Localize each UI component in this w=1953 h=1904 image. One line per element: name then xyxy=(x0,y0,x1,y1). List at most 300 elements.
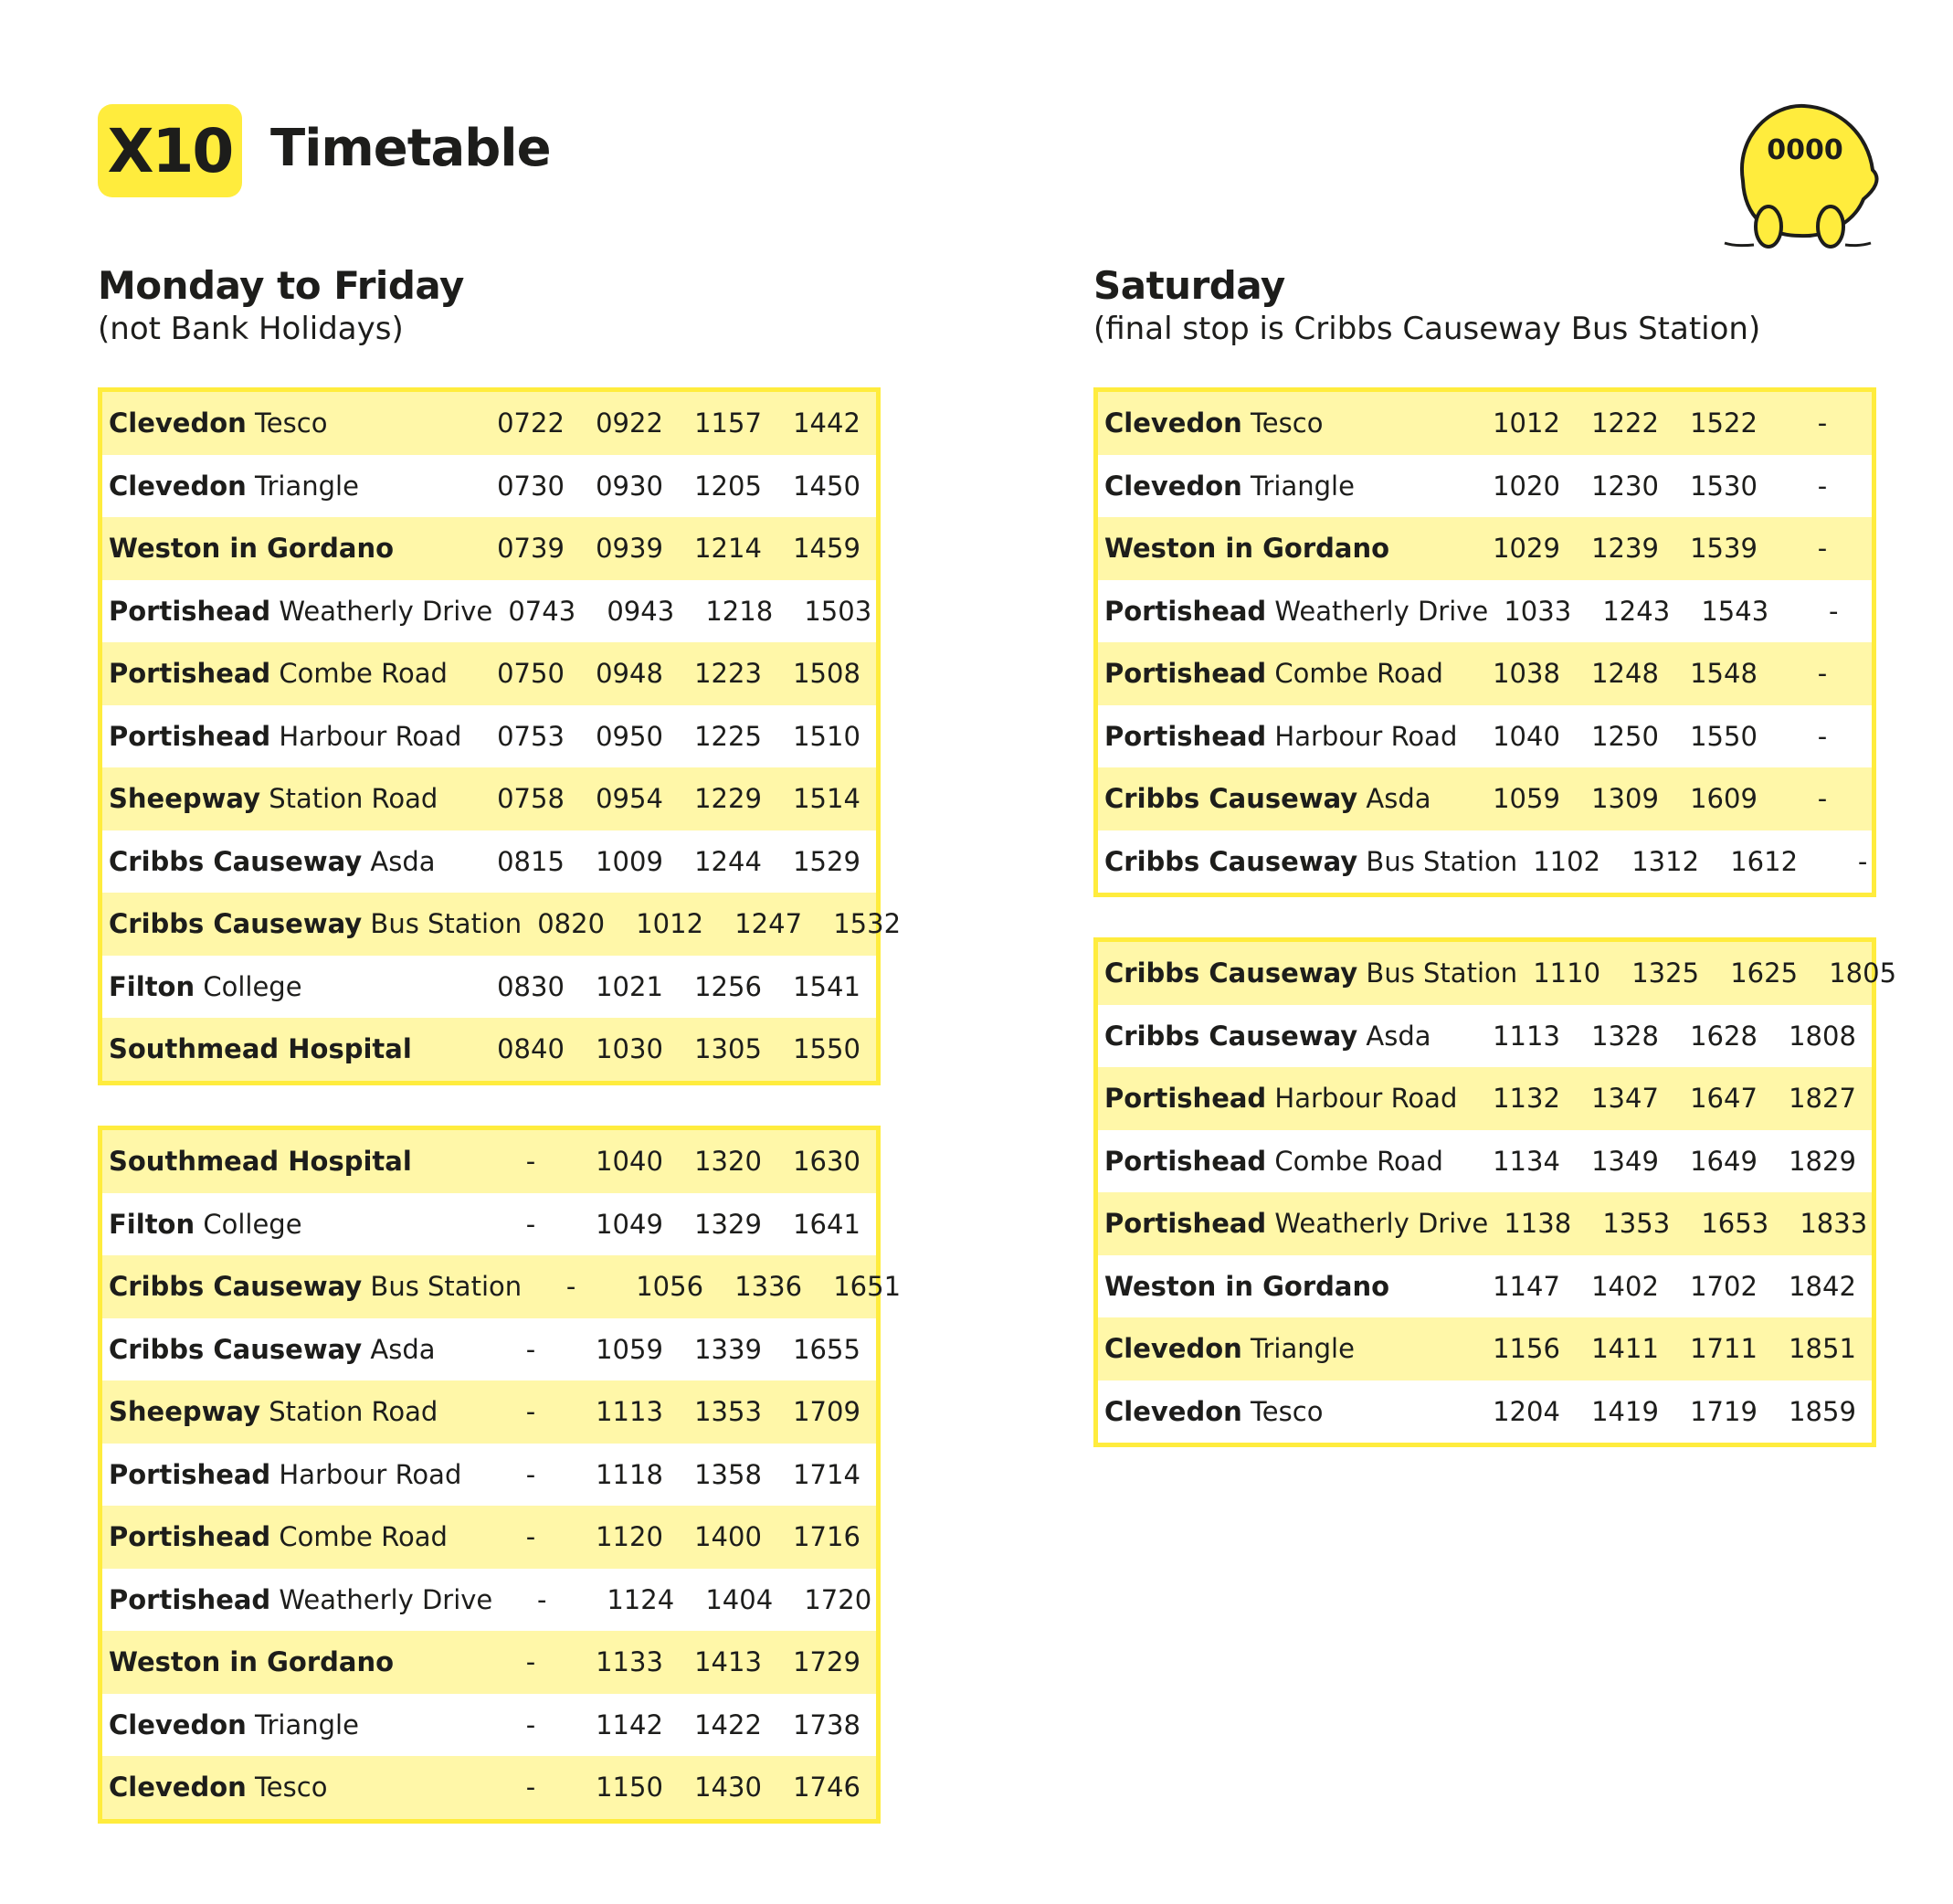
stop-place: Combe Road xyxy=(1266,658,1443,690)
departure-time: 1548 xyxy=(1690,658,1758,690)
stop-place: Asda xyxy=(362,845,436,877)
departure-times xyxy=(481,658,876,689)
departure-times xyxy=(1488,1208,1883,1239)
departure-time: 1243 xyxy=(1602,595,1671,627)
table-row xyxy=(102,956,876,1019)
departure-time: 1229 xyxy=(694,783,762,815)
stop-name xyxy=(1098,407,1323,439)
stop-town: Clevedon xyxy=(1104,1333,1242,1365)
departure-time: 1118 xyxy=(596,1458,663,1490)
stop-place: Weatherly Drive xyxy=(1266,1208,1489,1240)
departure-time: 1049 xyxy=(596,1208,663,1240)
stop-place: Tesco xyxy=(1241,407,1324,439)
stop-name xyxy=(102,1459,461,1490)
departure-time: - xyxy=(525,1458,536,1490)
stop-name xyxy=(1098,471,1355,502)
departure-times xyxy=(1477,658,1872,689)
table-row xyxy=(1098,1317,1872,1380)
departure-time: 1138 xyxy=(1504,1208,1572,1240)
departure-times xyxy=(1477,1333,1872,1364)
departure-time: 1422 xyxy=(694,1708,762,1740)
departure-time: 1522 xyxy=(1690,407,1758,439)
departure-time: 1539 xyxy=(1690,533,1758,565)
stop-place: Triangle xyxy=(246,470,359,502)
stop-town: Southmead Hospital xyxy=(109,1146,412,1178)
stop-town: Clevedon xyxy=(109,407,247,439)
departure-time: 1827 xyxy=(1789,1083,1856,1115)
departure-time: - xyxy=(1817,658,1828,690)
departure-time: 1223 xyxy=(694,658,762,690)
departure-time: 1040 xyxy=(596,1146,663,1178)
stop-town: Portishead xyxy=(109,595,271,627)
departure-time: 1021 xyxy=(596,970,663,1002)
stop-place: College xyxy=(195,970,302,1002)
stop-town: Filton xyxy=(109,970,195,1002)
stop-place: Harbour Road xyxy=(1266,1083,1458,1115)
departure-times xyxy=(1517,846,1912,877)
table-row xyxy=(1098,705,1872,768)
departure-time: 1214 xyxy=(694,533,762,565)
table-row xyxy=(1098,392,1872,455)
departure-time: 0743 xyxy=(508,595,576,627)
departure-time: 1353 xyxy=(1602,1208,1671,1240)
table-row xyxy=(1098,830,1872,894)
weekday-return-table xyxy=(98,1126,902,1824)
departure-time: - xyxy=(1829,595,1839,627)
table-row xyxy=(1098,642,1872,705)
departure-time: 1653 xyxy=(1701,1208,1769,1240)
departure-time: 0758 xyxy=(497,783,565,815)
stop-town: Portishead xyxy=(1104,658,1267,690)
stop-place: Asda xyxy=(362,1333,436,1365)
departure-time: 1325 xyxy=(1631,957,1700,989)
table-row xyxy=(1098,455,1872,518)
departure-time: 1134 xyxy=(1493,1145,1560,1177)
departure-time: 1851 xyxy=(1789,1333,1856,1365)
departure-time: 1411 xyxy=(1591,1333,1659,1365)
weekday-outbound-table xyxy=(98,387,902,1085)
stop-town: Portishead xyxy=(1104,1145,1267,1177)
departure-times xyxy=(481,1209,876,1240)
departure-time: 1133 xyxy=(596,1646,663,1678)
departure-time: 1630 xyxy=(793,1146,860,1178)
stop-place: Asda xyxy=(1357,783,1431,815)
departure-time: - xyxy=(525,1208,536,1240)
departure-time: 1609 xyxy=(1690,783,1758,815)
departure-times xyxy=(481,1334,876,1365)
stop-place: Triangle xyxy=(246,1708,359,1740)
stop-town: Sheepway xyxy=(109,1396,260,1428)
stop-name xyxy=(102,658,448,689)
departure-time: 1124 xyxy=(607,1583,675,1615)
departure-time: 1204 xyxy=(1493,1395,1560,1427)
stop-name xyxy=(102,1334,436,1365)
departure-time: 1612 xyxy=(1730,845,1799,877)
departure-time: 1312 xyxy=(1631,845,1700,877)
departure-time: 0750 xyxy=(497,658,565,690)
departure-time: 1222 xyxy=(1591,407,1659,439)
departure-time: 1009 xyxy=(596,845,663,877)
departure-time: 1729 xyxy=(793,1646,860,1678)
departure-time: - xyxy=(1817,783,1828,815)
stop-place: Harbour Road xyxy=(270,1458,462,1490)
departure-time: 1419 xyxy=(1591,1395,1659,1427)
stop-town: Cribbs Causeway xyxy=(1104,1020,1358,1052)
departure-time: 1711 xyxy=(1690,1333,1758,1365)
stop-name xyxy=(1098,1333,1355,1364)
table-row xyxy=(102,1380,876,1444)
saturday-heading xyxy=(1093,263,1760,349)
table-row xyxy=(1098,942,1897,1005)
stop-name xyxy=(102,1772,327,1803)
departure-time: 1218 xyxy=(705,595,774,627)
departure-time: 0722 xyxy=(497,407,565,439)
stop-name xyxy=(102,533,394,564)
departure-times xyxy=(1477,783,1872,814)
departure-time: 1020 xyxy=(1493,470,1560,502)
stop-town: Cribbs Causeway xyxy=(109,845,363,877)
departure-time: 1532 xyxy=(833,908,902,940)
stop-place: Triangle xyxy=(1241,1333,1355,1365)
departure-time: 0739 xyxy=(497,533,565,565)
weekday-subtitle: (not Bank Holidays) xyxy=(98,311,404,347)
departure-time: 0943 xyxy=(607,595,675,627)
departure-time: 1829 xyxy=(1789,1145,1856,1177)
stop-name xyxy=(1098,1208,1488,1239)
departure-time: 1205 xyxy=(694,470,762,502)
departure-time: 0954 xyxy=(596,783,663,815)
stop-name xyxy=(102,1209,302,1240)
departure-time: - xyxy=(525,1772,536,1804)
departure-time: 0820 xyxy=(537,908,606,940)
stop-town: Filton xyxy=(109,1208,195,1240)
departure-times xyxy=(481,1709,876,1740)
departure-time: 1120 xyxy=(596,1521,663,1553)
table-row xyxy=(102,1569,876,1632)
table-row xyxy=(1098,1192,1872,1255)
stop-town: Weston in Gordano xyxy=(109,1646,395,1678)
table-row xyxy=(102,392,876,455)
departure-times xyxy=(492,1584,887,1615)
departure-time: 1738 xyxy=(793,1708,860,1740)
departure-times xyxy=(1477,533,1872,564)
table-row xyxy=(102,893,902,956)
departure-times xyxy=(1477,1146,1872,1177)
departure-time: 1842 xyxy=(1789,1270,1856,1302)
table-row xyxy=(1098,1255,1872,1318)
departure-time: 1150 xyxy=(596,1772,663,1804)
departure-time: 1510 xyxy=(793,720,860,752)
departure-time: 1404 xyxy=(705,1583,774,1615)
stop-name xyxy=(1098,721,1457,752)
departure-time: 1347 xyxy=(1591,1083,1659,1115)
stop-place: Bus Station xyxy=(362,908,523,940)
departure-time: 1529 xyxy=(793,845,860,877)
departure-time: - xyxy=(1817,470,1828,502)
departure-times xyxy=(522,1271,916,1302)
stop-name xyxy=(102,596,492,627)
departure-time: 1305 xyxy=(694,1033,762,1065)
departure-time: 1550 xyxy=(793,1033,860,1065)
departure-time: 1400 xyxy=(694,1521,762,1553)
departure-time: - xyxy=(1817,533,1828,565)
departure-time: 1720 xyxy=(804,1583,872,1615)
table-row xyxy=(102,1506,876,1569)
departure-time: 1033 xyxy=(1504,595,1572,627)
departure-times xyxy=(481,1521,876,1552)
stop-name xyxy=(1098,1271,1389,1302)
departure-time: 1746 xyxy=(793,1772,860,1804)
table-row xyxy=(1098,1067,1872,1130)
departure-time: 1430 xyxy=(694,1772,762,1804)
departure-time: 1110 xyxy=(1533,957,1601,989)
stop-place: Station Road xyxy=(260,1396,438,1428)
stop-name xyxy=(102,1271,522,1302)
departure-time: - xyxy=(525,1521,536,1553)
stop-place: Asda xyxy=(1357,1020,1431,1052)
departure-time: 1059 xyxy=(1493,783,1560,815)
stop-name xyxy=(1098,1021,1431,1052)
departure-times xyxy=(1477,721,1872,752)
departure-time: 1541 xyxy=(793,970,860,1002)
departure-times xyxy=(1477,471,1872,502)
saturday-outbound-table xyxy=(1093,387,1876,897)
departure-time: - xyxy=(525,1708,536,1740)
departure-time: 1248 xyxy=(1591,658,1659,690)
stop-place: Combe Road xyxy=(270,658,448,690)
departure-time: 1649 xyxy=(1690,1145,1758,1177)
departure-time: 1132 xyxy=(1493,1083,1560,1115)
stop-name xyxy=(102,846,436,877)
stop-place: Harbour Road xyxy=(270,720,462,752)
page-title: Timetable xyxy=(270,119,551,178)
stop-name xyxy=(102,1396,438,1427)
stop-town: Sheepway xyxy=(109,783,260,815)
stop-name xyxy=(102,721,461,752)
departure-time: 0930 xyxy=(596,470,663,502)
stop-name xyxy=(1098,846,1517,877)
table-row xyxy=(1098,1380,1872,1444)
stop-name xyxy=(102,1709,359,1740)
departure-time: - xyxy=(525,1333,536,1365)
table-row xyxy=(1098,767,1872,830)
departure-time: 1239 xyxy=(1591,533,1659,565)
departure-times xyxy=(481,471,876,502)
departure-time: - xyxy=(1817,407,1828,439)
table-row xyxy=(102,767,876,830)
departure-time: 0840 xyxy=(497,1033,565,1065)
table-row xyxy=(102,1444,876,1507)
departure-time: - xyxy=(565,1271,576,1303)
departure-time: - xyxy=(1817,720,1828,752)
stop-name xyxy=(102,1646,394,1677)
departure-times xyxy=(522,908,916,939)
departure-time: - xyxy=(525,1396,536,1428)
table-row xyxy=(1098,1130,1872,1193)
stop-town: Cribbs Causeway xyxy=(1104,845,1358,877)
saturday-subtitle: (final stop is Cribbs Causeway Bus Station) xyxy=(1093,311,1761,347)
stop-town: Cribbs Causeway xyxy=(1104,957,1358,989)
departure-time: 1157 xyxy=(694,407,762,439)
departure-time: 1059 xyxy=(596,1333,663,1365)
departure-time: 1651 xyxy=(833,1271,902,1303)
table-row xyxy=(102,517,876,580)
departure-time: 1655 xyxy=(793,1333,860,1365)
departure-time: 1709 xyxy=(793,1396,860,1428)
table-row xyxy=(102,1018,876,1081)
table-row xyxy=(102,455,876,518)
departure-time: 1413 xyxy=(694,1646,762,1678)
table-row xyxy=(1098,1005,1872,1068)
table-row xyxy=(102,1255,902,1318)
departure-time: 1530 xyxy=(1690,470,1758,502)
stop-town: Portishead xyxy=(109,1521,271,1553)
departure-time: 1156 xyxy=(1493,1333,1560,1365)
departure-time: 1142 xyxy=(596,1708,663,1740)
table-row xyxy=(102,705,876,768)
departure-time: 1113 xyxy=(1493,1020,1560,1052)
stop-town: Portishead xyxy=(1104,1083,1267,1115)
stop-place: Bus Station xyxy=(362,1271,523,1303)
departure-time: 1230 xyxy=(1591,470,1659,502)
departure-times xyxy=(481,407,876,439)
departure-time: 1641 xyxy=(793,1208,860,1240)
stop-place: Triangle xyxy=(1241,470,1355,502)
table-row xyxy=(102,580,876,643)
route-badge: X10 xyxy=(98,104,242,197)
stop-place: Combe Road xyxy=(270,1521,448,1553)
stop-name xyxy=(1098,1146,1443,1177)
departure-time: 1859 xyxy=(1789,1395,1856,1427)
departure-times xyxy=(481,1646,876,1677)
stop-town: Cribbs Causeway xyxy=(109,1271,363,1303)
departure-times xyxy=(1477,1396,1872,1427)
table-row xyxy=(102,1756,876,1819)
departure-time: 1102 xyxy=(1533,845,1601,877)
stop-place: Bus Station xyxy=(1357,845,1518,877)
departure-time: 1056 xyxy=(636,1271,704,1303)
stop-place: College xyxy=(195,1208,302,1240)
departure-time: 1358 xyxy=(694,1458,762,1490)
stop-name xyxy=(1098,1396,1323,1427)
departure-time: 1336 xyxy=(734,1271,803,1303)
departure-times xyxy=(481,846,876,877)
departure-times xyxy=(481,1772,876,1803)
departure-times xyxy=(481,721,876,752)
stop-name xyxy=(1098,533,1389,564)
departure-time: 1719 xyxy=(1690,1395,1758,1427)
stop-place: Weatherly Drive xyxy=(270,595,493,627)
stop-town: Portishead xyxy=(109,1458,271,1490)
stop-town: Portishead xyxy=(1104,1208,1267,1240)
departure-time: 1625 xyxy=(1730,957,1799,989)
departure-times xyxy=(481,533,876,564)
departure-time: 0730 xyxy=(497,470,565,502)
stop-town: Portishead xyxy=(109,1583,271,1615)
stop-town: Cribbs Causeway xyxy=(109,1333,363,1365)
stop-town: Southmead Hospital xyxy=(109,1033,412,1065)
departure-time: 1309 xyxy=(1591,783,1659,815)
departure-time: 1402 xyxy=(1591,1270,1659,1302)
stop-town: Portishead xyxy=(1104,720,1267,752)
stop-town: Clevedon xyxy=(109,470,247,502)
weekday-heading xyxy=(98,263,464,349)
table-row xyxy=(1098,580,1872,643)
departure-time: 0950 xyxy=(596,720,663,752)
stop-town: Portishead xyxy=(1104,595,1267,627)
stop-place: Tesco xyxy=(1241,1395,1324,1427)
departure-time: 0948 xyxy=(596,658,663,690)
table-row xyxy=(102,1318,876,1381)
departure-time: 1244 xyxy=(694,845,762,877)
stop-place: Weatherly Drive xyxy=(270,1583,493,1615)
stop-town: Clevedon xyxy=(109,1772,247,1804)
departure-time: 1450 xyxy=(793,470,860,502)
departure-time: 1442 xyxy=(793,407,860,439)
stop-place: Tesco xyxy=(246,407,328,439)
stop-name xyxy=(102,1033,412,1064)
table-row xyxy=(102,830,876,894)
departure-time: 1040 xyxy=(1493,720,1560,752)
departure-time: 1503 xyxy=(804,595,872,627)
departure-time: 1147 xyxy=(1493,1270,1560,1302)
departure-time: 1550 xyxy=(1690,720,1758,752)
departure-time: 1329 xyxy=(694,1208,762,1240)
stop-place: Station Road xyxy=(260,783,438,815)
departure-time: 1647 xyxy=(1690,1083,1758,1115)
table-row xyxy=(102,642,876,705)
departure-times xyxy=(1477,1083,1872,1114)
table-row xyxy=(102,1193,876,1256)
departure-time: 1328 xyxy=(1591,1020,1659,1052)
yellow-bus-mascot-icon xyxy=(1717,99,1882,252)
stop-name xyxy=(1098,596,1488,627)
table-row xyxy=(102,1631,876,1694)
stop-place: Tesco xyxy=(246,1772,328,1804)
stop-town: Clevedon xyxy=(1104,470,1242,502)
stop-name xyxy=(102,471,359,502)
departure-time: 1714 xyxy=(793,1458,860,1490)
departure-time: 1029 xyxy=(1493,533,1560,565)
departure-times xyxy=(1477,1271,1872,1302)
stop-place: Combe Road xyxy=(1266,1145,1443,1177)
departure-times xyxy=(481,1146,876,1177)
departure-time: - xyxy=(1857,845,1868,877)
departure-time: 0939 xyxy=(596,533,663,565)
stop-town: Cribbs Causeway xyxy=(109,908,363,940)
stop-town: Clevedon xyxy=(1104,407,1242,439)
departure-times xyxy=(1517,957,1912,989)
departure-time: 0922 xyxy=(596,407,663,439)
departure-times xyxy=(481,783,876,814)
departure-time: 1250 xyxy=(1591,720,1659,752)
stop-name xyxy=(1098,658,1443,689)
stop-town: Clevedon xyxy=(1104,1395,1242,1427)
stop-place: Harbour Road xyxy=(1266,720,1458,752)
departure-time: 1339 xyxy=(694,1333,762,1365)
departure-time: 1514 xyxy=(793,783,860,815)
stop-name xyxy=(1098,957,1517,989)
departure-times xyxy=(481,1033,876,1064)
departure-time: - xyxy=(537,1583,547,1615)
departure-time: - xyxy=(525,1146,536,1178)
table-row xyxy=(102,1130,876,1193)
stop-name xyxy=(102,1521,448,1552)
stop-town: Cribbs Causeway xyxy=(1104,783,1358,815)
weekday-title: Monday to Friday xyxy=(98,263,464,308)
stop-name xyxy=(102,407,327,439)
stop-name xyxy=(102,1146,412,1177)
